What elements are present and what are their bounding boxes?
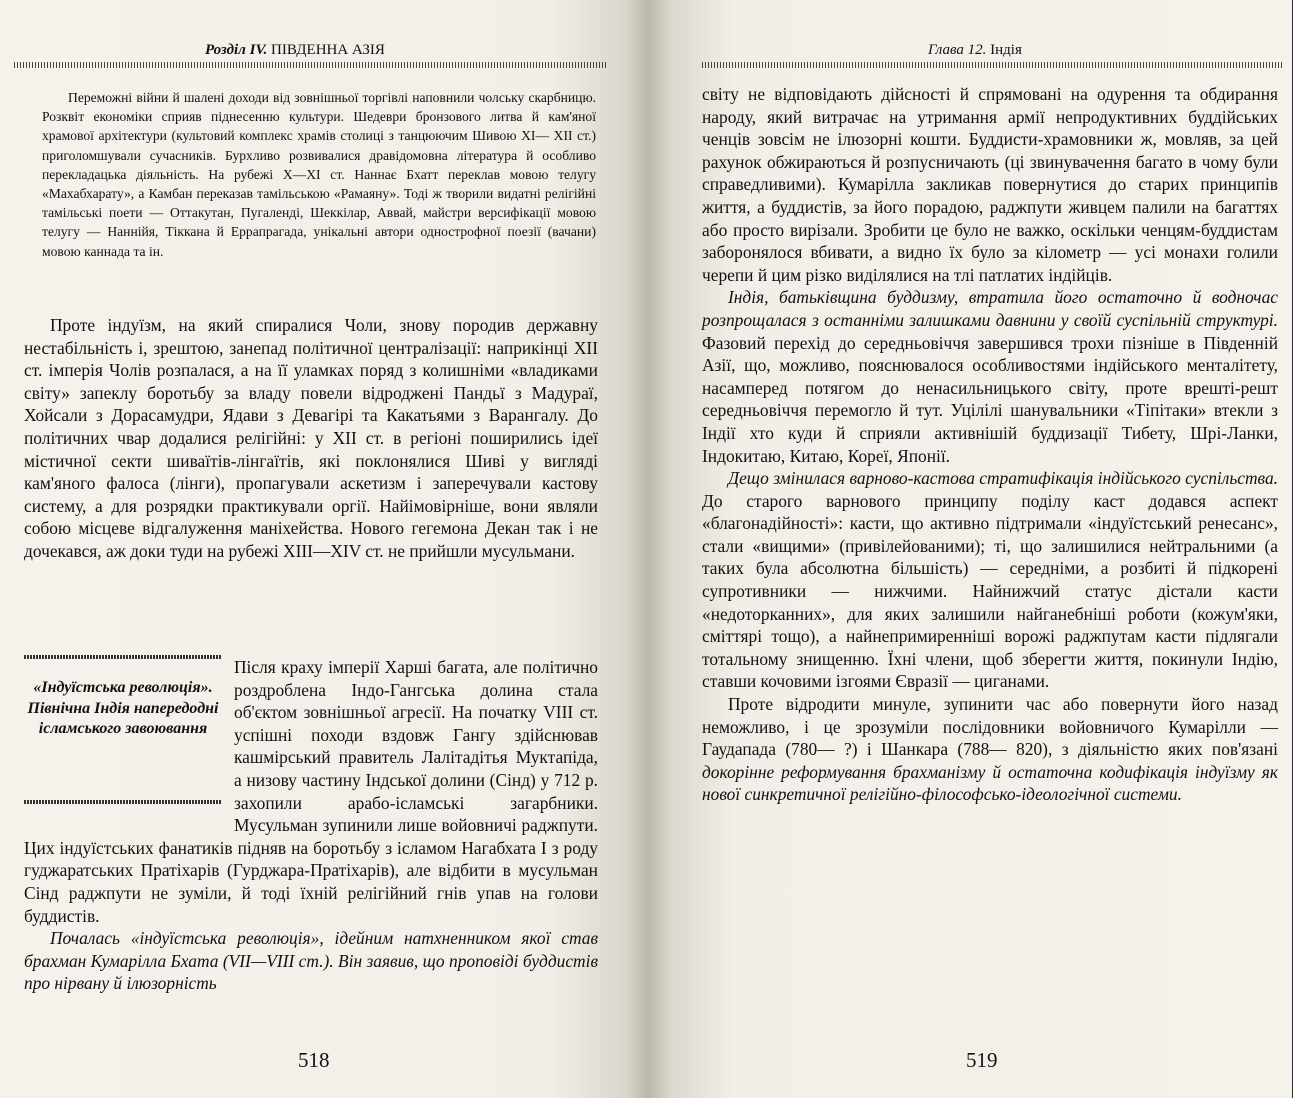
sidebar-float-space [24, 656, 234, 834]
left-body-block-2 [24, 656, 598, 995]
left-paragraph-2: Після краху імперії Харші багата, але політично роздроблена Індо-Гангська долина стала об'єктом зовнішньої агресії. На початку VIII ст. успішні походи вздовж Гангу здійснював кашмірський правитель Лалітадітья Муктапіда, а низову частину Індської долини (Сінд) у 712 р. захопили арабо-ісламські загарбники. Мусульман зупинили лише войовничі раджпути. Цих індуїстських фанатиків підняв на боротьбу з ісламом Нагабхата І з роду гуджаратських Пратіхарів (Гурджара-Пратіхарів), але відбити в мусульман Сінд раджпути не зуміли, й тоді їхній релігійний гнів упав на голови буддистів. [24, 657, 598, 926]
right-header-title: Індія [990, 42, 1022, 58]
right-paragraph-2 [702, 286, 1278, 467]
left-page [0, 0, 646, 1098]
left-paragraph-3 [24, 927, 598, 995]
left-header-rule [14, 62, 606, 68]
right-page [646, 0, 1292, 1098]
left-page-number: 518 [298, 1048, 330, 1072]
right-page-number: 519 [966, 1048, 998, 1072]
right-body-block [702, 83, 1278, 806]
left-header-title: ПІВДЕННА АЗІЯ [271, 42, 385, 58]
left-body-block-1 [24, 314, 598, 563]
sidebar-heading: «Індуїстська революція». Північна Індія напередодні ісламського завоювання [27, 679, 219, 737]
right-paragraph-2-italic: Індія, батьківщина буддизму, втратила його остаточно й водночас розпрощалася з останніми залишками давнини у своїй суспільній структурі. [702, 287, 1278, 330]
left-header-section: Розділ IV. [205, 42, 268, 58]
left-running-header [205, 42, 385, 59]
right-paragraph-4-italic: докорінне реформування брахманізму й остаточна кодифікація індуїзму як нової синкретичної релігійно-філософсько-ідеологічної системи. [702, 761, 1278, 805]
right-paragraph-1: світу не відповідають дійсності й спрямовані на одурення та обдирання народу, який витрачає на утримання армії непродуктивних буддійських ченців зовсім не ілюзорні кошти. Буддисти-храмовники ж, мовляв, за цей рахунок обжираються й розпусничають (ці звинувачення багато в чому були справедливими). Кумарілла закликав повернутися до старих принципів життя, а буддистів, за його порадою, раджпути живцем палили на багаттях або просто вирізали. Зробити це було не важко, оскільки ченцям-буддистам заборонялося вбивати, а видно їх було за кілометр — усі монахи голили черепи й цим різко виділялися на тлі патлатих індійців. [702, 84, 1278, 285]
right-paragraph-3-rest: До старого варнового принципу поділу каст додався аспект «благонадійності»: касти, що активно підтримали «індуїстський ренесанс», стали «вищими» (привілейованими); ті, що залишилися нейтральними (а таких була абсолютна більшість) — середніми, а розбиті й підкорені супротивники — нижчими. Найнижчий статус дістали касти «недоторканних», для яких залишили найганебніші роботи (кожум'яки, сміттярі тощо), а найнепримиренніші ворожі раджпутам касти підлягали тотальному знищенню. Їхні члени, щоб зберегти життя, покинули Індію, ставши кочовими ізгоями Євразії — циганами. [702, 490, 1278, 692]
left-small-paragraph-block [42, 88, 596, 261]
right-paragraph-4 [702, 693, 1278, 806]
right-header-section: Глава 12. [928, 42, 987, 58]
right-paragraph-4-start: Проте відродити минуле, зупинити час або повернути його назад неможливо, і це зрозуміли послідовники войовничого Кумарілли — Гаудапада (780— ?) і Шанкара (788— 820), з діяльністю яких пов'язані [702, 694, 1278, 760]
right-header-rule [702, 62, 1282, 68]
left-paragraph-3-text: Почалась «індуїстська революція», ідейним натхненником якої став брахман Кумарілла Бхата (VII—VIII ст.). Він заявив, що проповіді буддистів про нірвану й ілюзорність [24, 928, 598, 994]
left-paragraph-1: Проте індуїзм, на який спиралися Чоли, знову породив державну нестабільність і, зрештою, занепад політичної централізації: наприкінці XII ст. імперія Чолів розпалася, а на її уламках поряд з колишніми «владиками світу» запеклу боротьбу за владу повели відроджені Пандьї з Мадураї, Хойсали з Дорасамудри, Ядави з Девагірі та Какатьями з Варангалу. До політичних чвар додалися релігійні: у XII ст. в регіоні поширились ідеї містичної секти шиваїтів-лінгаїтів, які поклонялися Шиві у вигляді кам'яного фалоса (лінги), пропагували аскетизм і заперечували кастову систему, а для розрядки практикували оргії. Найімовірніше, вони являли собою місцеве відгалуження маніхейства. Нового гегемона Декан так і не дочекався, аж доки туди на рубежі XIII—XIV ст. не прийшли мусульмани. [24, 315, 598, 561]
left-small-paragraph: Переможні війни й шалені доходи від зовнішньої торгівлі наповнили чолську скарбницю. Розквіт економіки сприяв піднесенню культури. Шедеври бронзового литва й кам'яної храмової архітектури (культовий комплекс храмів столиці з танцюючим Шивою XI— XII ст.) приголомшували сучасників. Бурхливо розвивалися дравідомовна література й особливо перекладацька діяльність. На рубежі X—XI ст. Наннає Бхатт переклав мовою телугу «Махабхарату», а Камбан переказав тамільською «Рамаяну». Тоді ж творили видатні релігійні тамільські поети — Оттакутан, Пугалендi, Шеккілар, Аввай, майстри версифікації мовою телугу — Наннійя, Тіккана й Еррапрагада, унікальні автори однострофної поезії (вачани) мовою каннада та ін. [42, 90, 596, 259]
right-running-header [928, 42, 1022, 59]
right-paragraph-2-rest: Фазовий перехід до середньовіччя завершився трохи пізніше в Південній Азії, що, можливо, пояснювалося особливостями індійського менталітету, насамперед потягом до ненасильницького світу, проте врешті-решт середньовіччя перемогло й тут. Уцілілі шанувальники «Тіпітаки» втекли з Індії хто куди й сприяли активнішій буддизації Тибету, Шрі-Ланки, Індокитаю, Китаю, Кореї, Японії. [702, 332, 1278, 466]
right-paragraph-3-italic: Дещо змінилася варново-кастова стратифікація індійського суспільства. [728, 468, 1278, 489]
right-paragraph-3 [702, 467, 1278, 693]
